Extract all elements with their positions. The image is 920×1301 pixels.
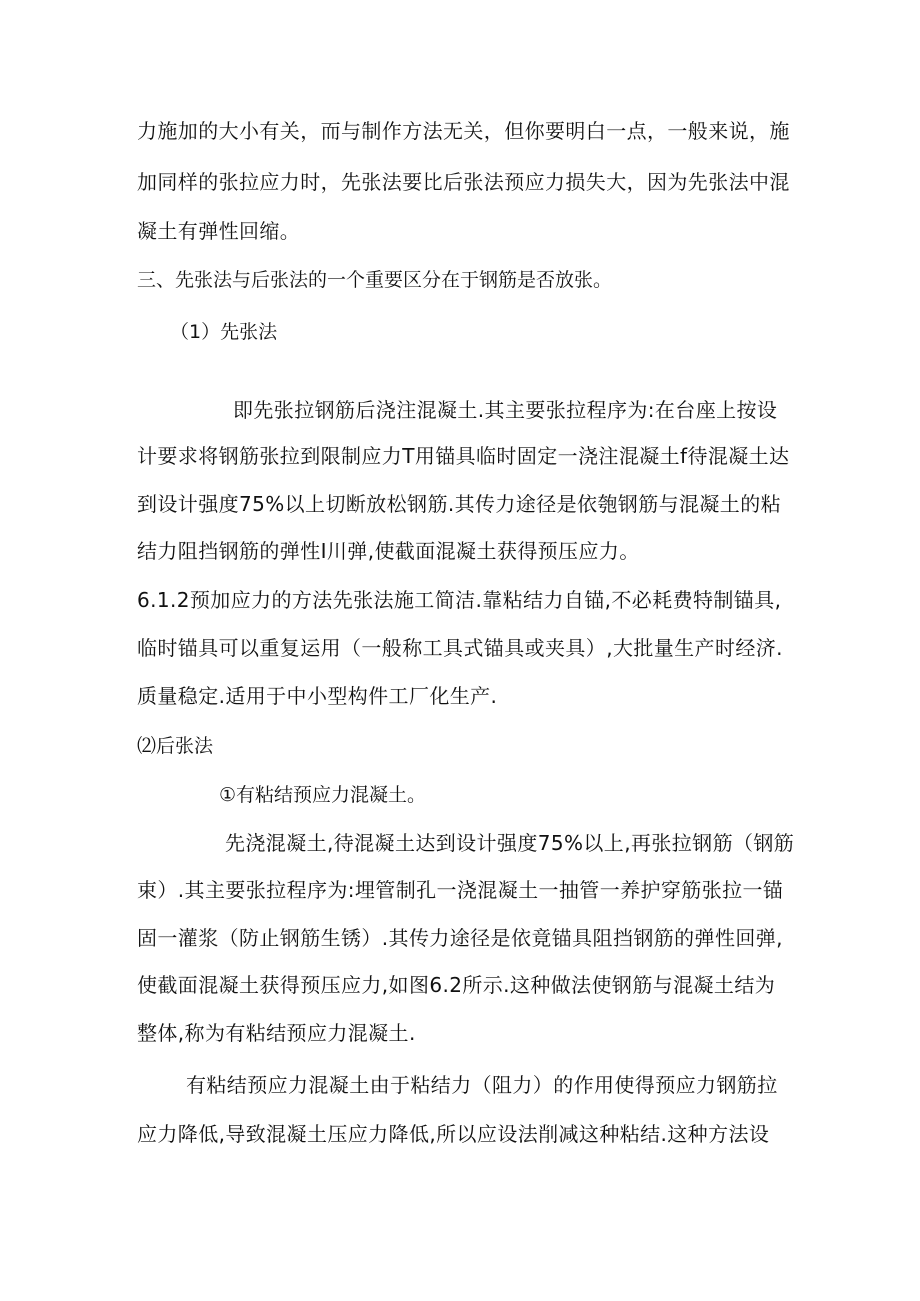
text-line: 力施加的大小有关，而与制作方法无关，但你要明白一点，一般来说，施 bbox=[137, 119, 790, 143]
item-heading: ①有粘结预应力混凝土。 bbox=[219, 784, 427, 806]
text-line: 凝土有弹性回缩。 bbox=[137, 219, 301, 243]
text-line: 6.1.2预加应力的方法先张法施工简洁.靠粘结力自锚,不必耗费特制锚具, bbox=[137, 588, 782, 612]
text-line: 束）.其主要张拉程序为:埋管制孔一浇混凝土一抽管一养护穿筋张拉一锚 bbox=[137, 878, 784, 902]
text-line: 整体,称为有粘结预应力混凝土. bbox=[137, 1021, 416, 1045]
subsection-heading: ⑵后张法 bbox=[137, 735, 214, 757]
text-line: 固一灌浆（防止钢筋生锈）.其传力途径是依竟锚具阻挡钢筋的弹性回弹, bbox=[137, 926, 783, 950]
text-line: 即先张拉钢筋后浇注混凝土.其主要张拉程序为:在台座上按设 bbox=[233, 398, 778, 422]
text-line: 临时锚具可以重复运用（一般称工具式锚具或夹具）,大批量生产时经济. bbox=[137, 636, 783, 660]
text-line: 先浇混凝土,待混凝土达到设计强度75%以上,再张拉钢筋（钢筋 bbox=[225, 831, 795, 855]
section-heading: 三、先张法与后张法的一个重要区分在于钢筋是否放张。 bbox=[137, 269, 613, 291]
subsection-heading: （1）先张法 bbox=[170, 321, 278, 343]
text-line: 结力阻挡钢筋的弹性I川弹,使截面混凝土获得预压应力。 bbox=[137, 539, 640, 563]
text-line: 到设计强度75%以上切断放松钢筋.其传力途径是依匏钢筋与混凝土的粘 bbox=[137, 492, 782, 516]
text-line: 有粘结预应力混凝土由于粘结力（阻力）的作用使得预应力钢筋拉 bbox=[186, 1073, 778, 1097]
text-line: 使截面混凝土获得预压应力,如图6.2所示.这种做法使钢筋与混凝土结为 bbox=[137, 973, 776, 997]
text-line: 质量稳定.适用于中小型构件工厂化生产. bbox=[137, 684, 498, 708]
text-line: 计要求将钢筋张拉到限制应力T用锚具临时固定一浇注混凝土f待混凝土达 bbox=[137, 444, 790, 468]
text-line: 应力降低,导致混凝土压应力降低,所以应设法削减这种粘结.这种方法设 bbox=[137, 1122, 770, 1146]
text-line: 加同样的张拉应力时，先张法要比后张法预应力损失大，因为先张法中混 bbox=[137, 170, 790, 194]
